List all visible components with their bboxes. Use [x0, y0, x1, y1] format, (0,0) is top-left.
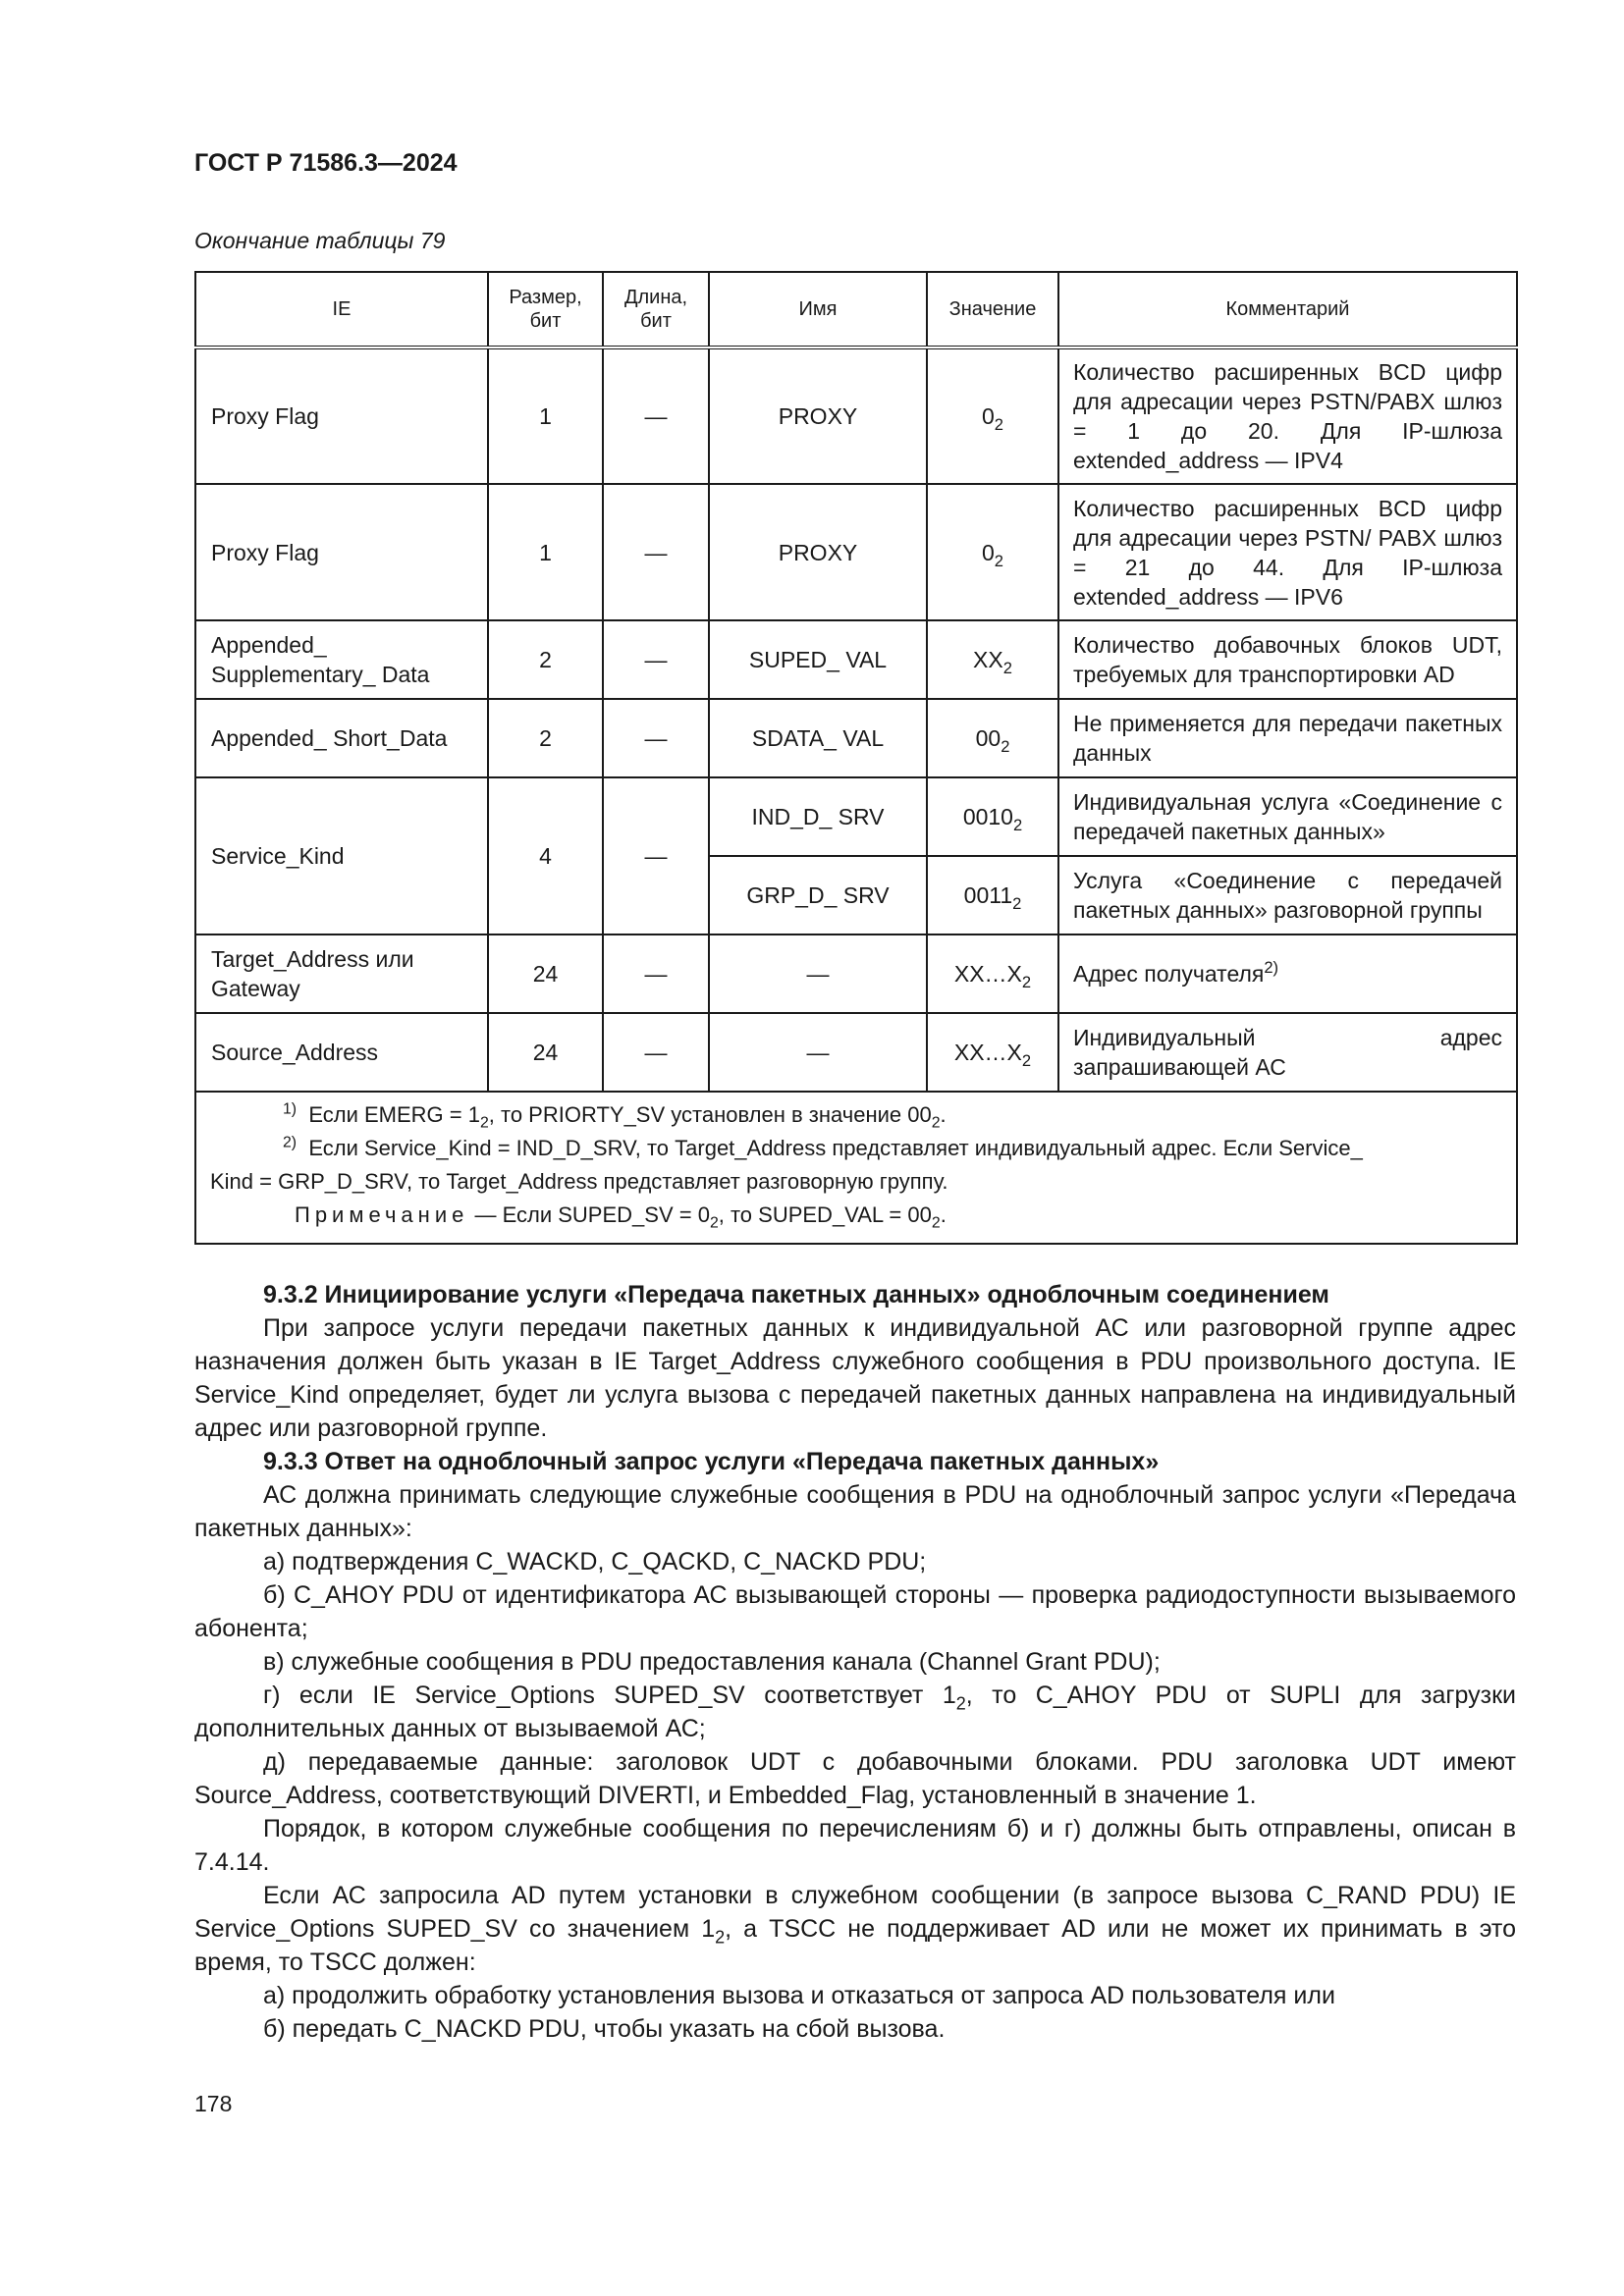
- paragraph-text-a: Если АС запросила AD путем установки в служебном сообщении (в запросе вызова C_RAND PDU) IE Service_Options SUPED_SV со значением 1: [194, 1882, 1516, 1943]
- cell-length: —: [603, 777, 709, 934]
- table-row: [195, 699, 1517, 777]
- value-base: 0: [982, 403, 995, 429]
- footnote-2-line1: [210, 1132, 1502, 1165]
- cell-value: [927, 620, 1058, 699]
- cell-ie-line2: Gateway: [211, 976, 300, 1001]
- cell-value: [927, 777, 1058, 856]
- cell-ie: Service_Kind: [195, 777, 488, 934]
- list-item-text-b: , то C_AHOY PDU от SUPLI для загрузки дополнительных данных от вызываемой АС;: [194, 1682, 1516, 1742]
- remark-sub2: 2: [931, 1214, 941, 1232]
- value-base: XX…X: [953, 961, 1022, 987]
- body-text: [194, 1278, 1516, 2046]
- footnote-1-text-c: .: [940, 1102, 947, 1127]
- table-row: [195, 620, 1517, 699]
- footnote-1-mark: 1): [283, 1100, 298, 1118]
- paragraph: АС должна принимать следующие служебные сообщения в PDU на одноблочный запрос услуги «Передача пакетных данных»:: [194, 1481, 1516, 1542]
- footnote-2-text-line1: Если Service_Kind = IND_D_SRV, то Target_Address представляет индивидуальный адрес. Если Service_: [308, 1136, 1363, 1160]
- value-base: 0: [982, 539, 995, 565]
- cell-name: SUPED_ VAL: [709, 620, 927, 699]
- remark-sub1: 2: [709, 1214, 719, 1232]
- document-header: ГОСТ Р 71586.3—2024: [194, 149, 458, 177]
- list-item-subscript: 2: [955, 1693, 966, 1714]
- cell-value: [927, 856, 1058, 934]
- paragraph-subscript: 2: [715, 1927, 726, 1948]
- cell-value: [927, 1013, 1058, 1092]
- table-header-row: [195, 272, 1517, 347]
- footnote-1: [210, 1098, 1502, 1132]
- header-length-line2: бит: [640, 310, 672, 332]
- header-size: [488, 272, 603, 347]
- cell-length: —: [603, 1013, 709, 1092]
- cell-comment: Количество расширенных BCD цифр для адресации через PSTN/PABX шлюз = 1 до 20. Для IP-шлюза extended_address — IPV4: [1058, 347, 1517, 484]
- value-subscript: 2: [1012, 893, 1022, 913]
- cell-length: —: [603, 934, 709, 1013]
- header-length: [603, 272, 709, 347]
- cell-size: 24: [488, 934, 603, 1013]
- header-value: Значение: [927, 272, 1058, 347]
- table-remark: [210, 1199, 1502, 1232]
- value-base: 0011: [963, 882, 1013, 908]
- value-base: XX: [973, 647, 1003, 672]
- list-item: а) продолжить обработку установления вызова и отказаться от запроса AD пользователя или: [263, 1982, 1335, 2009]
- header-name: Имя: [709, 272, 927, 347]
- remark-label: Примечание: [295, 1202, 469, 1227]
- table-row: [195, 777, 1517, 856]
- header-length-line1: Длина,: [623, 287, 688, 308]
- header-comment: Комментарий: [1058, 272, 1517, 347]
- cell-ie: [195, 934, 488, 1013]
- page-number: 178: [194, 2091, 233, 2116]
- cell-name: GRP_D_ SRV: [709, 856, 927, 934]
- table-notes: [195, 1092, 1517, 1244]
- data-table: [194, 271, 1518, 1245]
- value-subscript: 2: [1021, 1050, 1032, 1070]
- cell-ie: Source_Address: [195, 1013, 488, 1092]
- cell-comment: [1058, 934, 1517, 1013]
- table-row: [195, 934, 1517, 1013]
- cell-size: 4: [488, 777, 603, 934]
- cell-size: 2: [488, 699, 603, 777]
- footnote-1-text-a: Если EMERG = 1: [308, 1102, 480, 1127]
- footnote-1-text-b: , то PRIORTY_SV установлен в значение 00: [488, 1102, 932, 1127]
- table-notes-row: [195, 1092, 1517, 1244]
- cell-name: PROXY: [709, 484, 927, 620]
- footnote-1-sub2: 2: [931, 1114, 941, 1132]
- cell-value: [927, 347, 1058, 484]
- list-item: б) C_AHOY PDU от идентификатора АС вызывающей стороны — проверка радиодоступности вызываемого абонента;: [194, 1581, 1516, 1642]
- cell-comment: Количество добавочных блоков UDT, требуемых для транспортировки AD: [1058, 620, 1517, 699]
- comment-text: Адрес получателя: [1073, 961, 1265, 987]
- value-base: 0010: [962, 804, 1013, 829]
- list-item: в) служебные сообщения в PDU предоставления канала (Channel Grant PDU);: [263, 1648, 1161, 1676]
- value-base: XX…X: [953, 1040, 1022, 1065]
- paragraph: [194, 1879, 1516, 1979]
- table-caption: Окончание таблицы 79: [194, 228, 446, 253]
- footnote-1-sub1: 2: [479, 1114, 489, 1132]
- table-row: [195, 484, 1517, 620]
- remark-text-c: .: [940, 1202, 947, 1227]
- cell-length: —: [603, 620, 709, 699]
- cell-comment: Количество расширенных BCD цифр для адресации через PSTN/ PABX шлюз = 21 до 44. Для IP-шлюза extended_address — IPV6: [1058, 484, 1517, 620]
- header-ie: IE: [195, 272, 488, 347]
- table-row: [195, 1013, 1517, 1092]
- cell-ie: Proxy Flag: [195, 347, 488, 484]
- footnote-2-line2: Kind = GRP_D_SRV, то Target_Address представляет разговорную группу.: [210, 1169, 948, 1194]
- cell-name: —: [709, 1013, 927, 1092]
- cell-length: —: [603, 347, 709, 484]
- cell-comment: Индивидуальная услуга «Соединение с передачей пакетных данных»: [1058, 777, 1517, 856]
- paragraph: Порядок, в котором служебные сообщения по перечислениям б) и г) должны быть отправлены, описан в 7.4.14.: [194, 1815, 1516, 1876]
- cell-ie: Appended_ Short_Data: [195, 699, 488, 777]
- value-subscript: 2: [994, 551, 1003, 570]
- value-subscript: 2: [994, 414, 1003, 434]
- header-size-line1: Размер,: [509, 287, 582, 308]
- cell-name: SDATA_ VAL: [709, 699, 927, 777]
- cell-comment: Услуга «Соединение с передачей пакетных данных» разговорной группы: [1058, 856, 1517, 934]
- value-subscript: 2: [1002, 658, 1012, 677]
- cell-size: 2: [488, 620, 603, 699]
- list-item: [194, 1679, 1516, 1745]
- remark-text-b: , то SUPED_VAL = 00: [718, 1202, 932, 1227]
- paragraph: При запросе услуги передачи пакетных данных к индивидуальной АС или разговорной группе адрес назначения должен быть указан в IE Target_Address служебного сообщения в PDU произвольного доступа. IE Service_Kind определяет, будет ли услуга вызова с передачей пакетных данных направлена на индивидуальный адрес или разговорной группе.: [194, 1314, 1516, 1442]
- cell-comment: Не применяется для передачи пакетных данных: [1058, 699, 1517, 777]
- section-heading-9-3-3: 9.3.3 Ответ на одноблочный запрос услуги «Передача пакетных данных»: [263, 1448, 1160, 1475]
- value-subscript: 2: [1021, 972, 1032, 991]
- footnote-2-mark: 2): [283, 1134, 298, 1151]
- value-subscript: 2: [1001, 736, 1010, 756]
- cell-ie: Proxy Flag: [195, 484, 488, 620]
- list-item: б) передать C_NACKD PDU, чтобы указать на сбой вызова.: [263, 2015, 946, 2043]
- value-base: 00: [975, 725, 1001, 751]
- cell-size: 24: [488, 1013, 603, 1092]
- cell-value: [927, 484, 1058, 620]
- paragraph-text-b: , а TSCC не поддерживает AD или не может их принимать в это время, то TSCC должен:: [194, 1915, 1516, 1976]
- list-item-text-a: г) если IE Service_Options SUPED_SV соответствует 1: [263, 1682, 956, 1709]
- cell-length: —: [603, 484, 709, 620]
- list-item: а) подтверждения C_WACKD, C_QACKD, C_NACKD PDU;: [263, 1548, 927, 1575]
- cell-size: 1: [488, 347, 603, 484]
- cell-ie-line1: Target_Address или: [211, 946, 414, 972]
- section-heading-9-3-2: 9.3.2 Инициирование услуги «Передача пакетных данных» одноблочным соединением: [263, 1281, 1329, 1308]
- header-size-line2: бит: [529, 310, 562, 332]
- cell-size: 1: [488, 484, 603, 620]
- cell-comment: Индивидуальный адрес запрашивающей АС: [1058, 1013, 1517, 1092]
- cell-ie-line1: Appended_: [211, 632, 327, 658]
- cell-length: —: [603, 699, 709, 777]
- cell-ie: [195, 620, 488, 699]
- cell-value: [927, 699, 1058, 777]
- remark-text-a: — Если SUPED_SV = 0: [474, 1202, 710, 1227]
- cell-ie-line2: Supplementary_ Data: [211, 662, 430, 687]
- footnote-ref: 2): [1264, 957, 1279, 977]
- cell-value: [927, 934, 1058, 1013]
- table-row: [195, 347, 1517, 484]
- value-subscript: 2: [1012, 815, 1023, 834]
- cell-name: —: [709, 934, 927, 1013]
- cell-name: IND_D_ SRV: [709, 777, 927, 856]
- list-item: д) передаваемые данные: заголовок UDT с добавочными блоками. PDU заголовка UDT имеют Source_Address, соответствующий DIVERTI, и Embedded_Flag, установленный в значение 1.: [194, 1748, 1516, 1809]
- cell-name: PROXY: [709, 347, 927, 484]
